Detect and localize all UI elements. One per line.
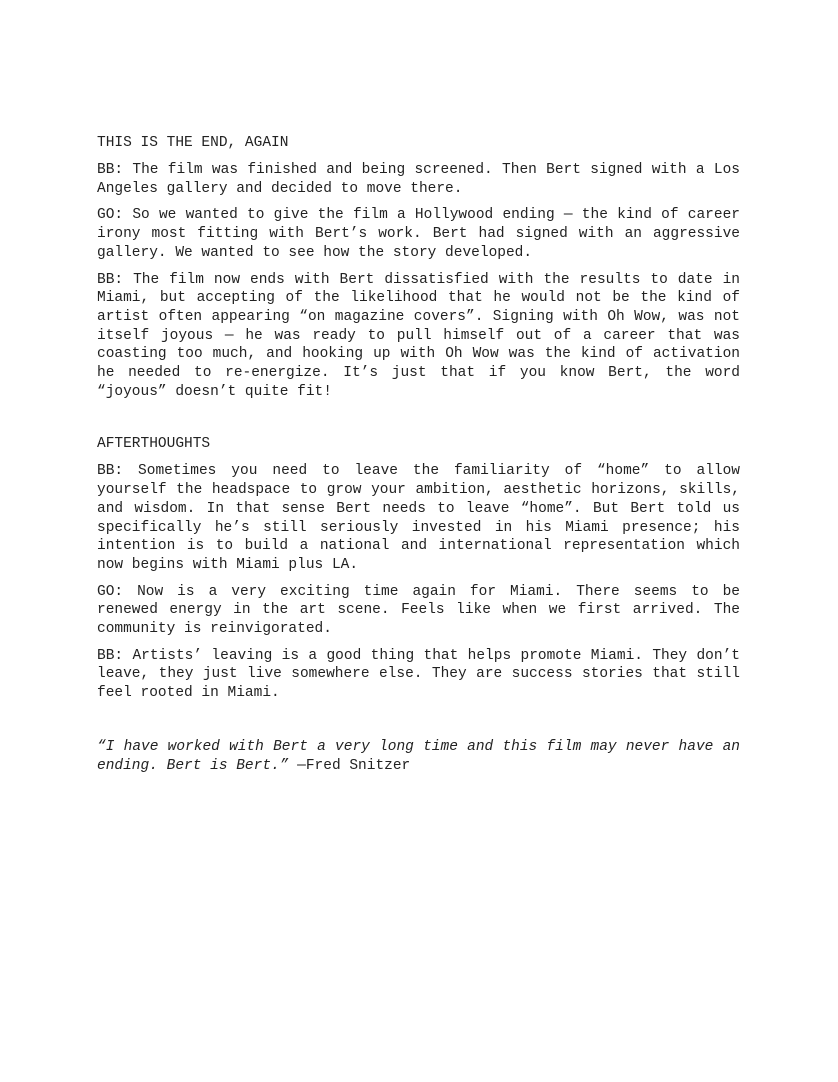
closing-quote — [97, 738, 740, 775]
section-heading: THIS IS THE END, AGAIN — [97, 135, 289, 151]
paragraph: BB: The film was finished and being screened. Then Bert signed with a Los Angeles gallery and decided to move there. — [97, 162, 740, 197]
document-page — [97, 134, 740, 775]
section-afterthoughts — [97, 435, 740, 702]
section-end-again — [97, 134, 740, 401]
section-heading: AFTERTHOUGHTS — [97, 436, 211, 453]
paragraph: GO: So we wanted to give the film a Hollywood ending — the kind of career irony most fitting with Bert’s work. Bert had signed with an aggressive gallery. We wanted to see how the story developed. — [97, 207, 740, 261]
quote-spacer — [97, 711, 740, 738]
paragraph: BB: Artists’ leaving is a good thing that helps promote Miami. They don’t leave, they just live somewhere else. They are success stories that still feel rooted in Miami. — [97, 647, 740, 702]
quote-text: “I have worked with Bert a very long time and this film may never have an ending. Bert is Bert.” — [97, 738, 740, 774]
paragraph: BB: The film now ends with Bert dissatisfied with the results to date in Miami, but accepting of the likelihood that he would not be the kind of artist often appearing “on magazine covers”. Signing with Oh Wow, was not itself joyous — he was ready to pull himself out of a career that was coasting too much, and hooking up with Oh Wow was the kind of activation he needed to re-energize. It’s just that if you know Bert, the word “joyous” doesn’t quite fit! — [97, 271, 740, 400]
paragraph: GO: Now is a very exciting time again for Miami. There seems to be renewed energy in the art scene. Feels like when we first arrived. The community is reinvigorated. — [97, 583, 740, 638]
quote-attribution: —Fred Snitzer — [297, 757, 411, 774]
section-spacer — [97, 409, 740, 435]
paragraph: BB: Sometimes you need to leave the familiarity of “home” to allow yourself the headspace to grow your ambition, aesthetic horizons, skills, and wisdom. In that sense Bert needs to leave “home”. But Bert told us specifically he’s still seriously invested in his Miami presence; his intention is to build a national and international representation which now begins with Miami plus LA. — [97, 463, 740, 573]
